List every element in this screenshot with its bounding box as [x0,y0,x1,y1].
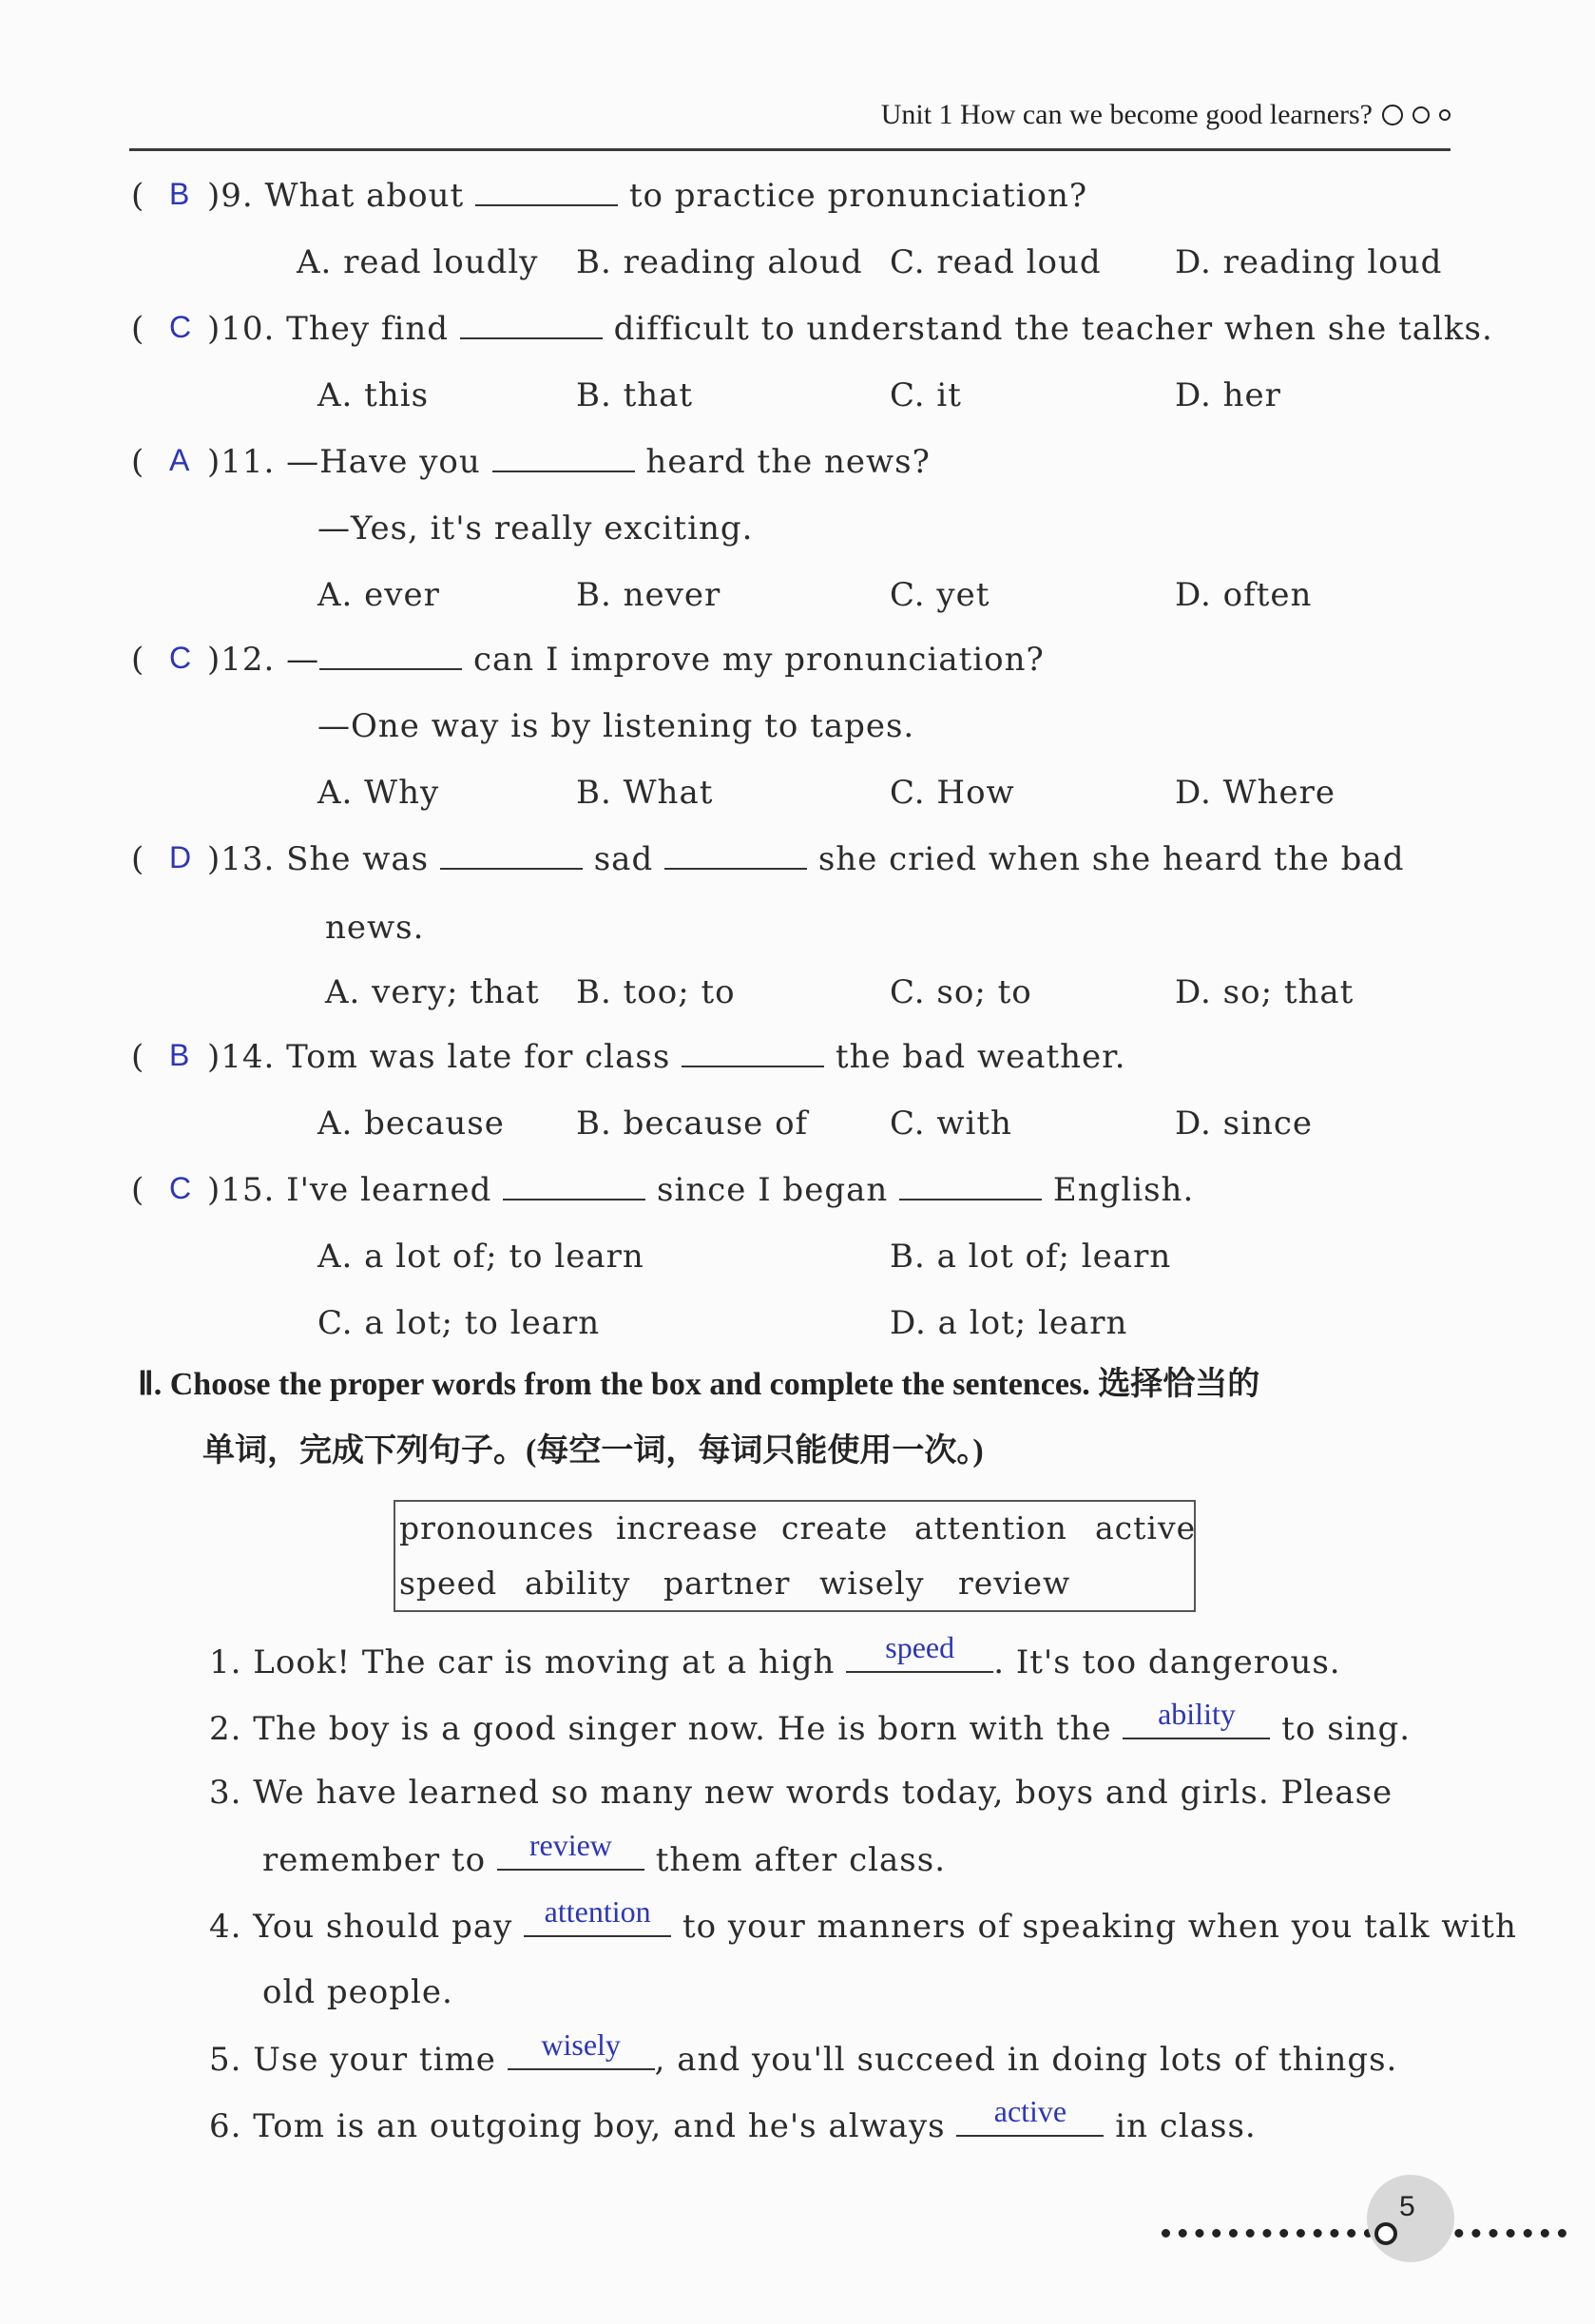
item-number: 5. [209,2041,242,2079]
option-b: B. that [576,376,694,414]
question-9 [131,177,1087,215]
question-number: )15. [207,1171,276,1209]
item-number: 4. [209,1908,242,1946]
item-text: remember to [262,1841,487,1879]
item-text: , and you'll succeed in doing lots of things. [654,2041,1398,2079]
decor-circle-medium-icon [1412,106,1430,124]
answer-paren: ( C [131,1171,193,1209]
item-text: You should pay [253,1908,513,1946]
option-c: C. yet [890,576,990,614]
answer-blank [440,841,583,870]
unit-title [881,99,1451,131]
word-box-word: increase [616,1509,759,1546]
fill-item-2 [209,1697,1412,1748]
question-10 [131,310,1493,348]
fill-answer: speed [885,1630,955,1664]
answer-letter: C [169,310,193,344]
option-b: B. because of [576,1104,809,1143]
answer-paren: ( D [131,840,193,878]
page-number: 5 [1399,2191,1415,2222]
section-2-title [138,1352,1469,1485]
question-continuation: news. [325,909,425,947]
item-text: in class. [1115,2107,1257,2145]
footer-dots-left [1162,2229,1373,2238]
question-12 [131,641,1045,679]
answer-letter: D [169,840,193,874]
fill-item-6 [209,2094,1257,2145]
question-14 [131,1038,1126,1076]
answer-letter: C [169,641,193,675]
word-box-word: partner [663,1565,791,1602]
option-a: A. this [317,376,430,414]
item-number: 1. [209,1643,242,1681]
question-stem: to practice pronunciation? [628,177,1088,215]
answer-letter: C [169,1171,193,1205]
section-2-title-line1: Ⅱ. Choose the proper words from the box and complete the sentences. 选择恰当的 [138,1367,1260,1402]
page-ring-icon [1374,2222,1397,2245]
option-a: A. because [317,1104,505,1143]
item-text: them after class. [655,1841,947,1879]
option-d: D. often [1175,576,1313,614]
unit-title-text: Unit 1 How can we become good learners? [880,99,1373,130]
answer-blank [682,1039,824,1067]
decor-circle-small-icon [1439,109,1451,121]
option-b: B. a lot of; learn [890,1238,1172,1276]
word-box-word: active [1095,1509,1197,1546]
question-13 [131,840,1404,878]
dialogue-reply: —One way is by listening to tapes. [317,707,915,745]
item-number: 6. [209,2107,242,2145]
item-text: to sing. [1281,1710,1412,1748]
word-box-word: review [958,1565,1071,1602]
word-box [394,1500,1196,1612]
question-stem: —Have you [286,443,481,481]
option-d: D. a lot; learn [890,1304,1128,1342]
fill-blank [956,2094,1104,2137]
answer-letter: B [169,177,191,211]
word-box-word: wisely [819,1565,925,1602]
option-d: D. reading loud [1175,243,1443,281]
item-text: We have learned so many new words today, boys and girls. Please [253,1774,1393,1812]
option-d: D. Where [1175,774,1336,812]
answer-paren: ( B [131,177,191,215]
item-text: Look! The car is moving at a high [253,1643,836,1681]
fill-answer: ability [1158,1697,1236,1731]
item-text: The boy is a good singer now. He is born with the [253,1710,1112,1748]
fill-blank [846,1630,993,1673]
option-c: C. so; to [890,973,1032,1011]
option-b: B. What [576,774,714,812]
question-number: )10. [207,310,276,348]
question-stem: — [286,641,320,679]
fill-item-1 [209,1630,1341,1681]
option-b: B. never [576,576,721,614]
option-a: A. very; that [325,973,540,1011]
question-stem: difficult to understand the teacher when she talks. [613,310,1493,348]
fill-item-5 [209,2027,1398,2079]
question-number: )11. [207,443,276,481]
item-text: to your manners of speaking when you talk with [682,1908,1517,1946]
option-d: D. so; that [1175,973,1355,1011]
word-box-word: pronounces [399,1509,595,1546]
question-stem: she cried when she heard the bad [817,840,1405,878]
question-stem: They find [286,310,449,348]
fill-blank [1123,1697,1270,1739]
question-stem: English. [1052,1171,1195,1209]
answer-letter: B [169,1038,191,1072]
answer-blank [460,311,603,339]
question-stem: since I began [657,1171,889,1209]
fill-item-3 [209,1774,1393,1812]
question-number: )12. [207,641,276,679]
decor-circle-large-icon [1382,105,1403,125]
answer-paren: ( B [131,1038,191,1076]
question-11 [131,443,931,481]
answer-letter: A [169,443,191,477]
word-box-word: speed [399,1565,498,1602]
section-2-title-line2: 单词，完成下列句子。(每空一词，每词只能使用一次。) [202,1433,984,1469]
option-c: C. a lot; to learn [317,1304,601,1342]
fill-answer: wisely [541,2027,621,2062]
item-number: 3. [209,1774,242,1812]
item-text: . It's too dangerous. [993,1643,1341,1681]
question-15 [131,1171,1194,1209]
word-box-word: create [781,1509,889,1546]
fill-blank [524,1894,671,1937]
page-header [129,93,1451,151]
word-box-word: attention [914,1509,1067,1546]
answer-blank [319,642,462,670]
question-stem: What about [264,177,465,215]
option-c: C. How [890,774,1015,812]
question-stem: Tom was late for class [286,1038,671,1076]
option-c: C. with [890,1104,1012,1143]
question-stem: the bad weather. [835,1038,1126,1076]
question-stem: I've learned [286,1171,492,1209]
answer-blank [503,1172,645,1200]
option-b: B. reading aloud [576,243,863,281]
option-c: C. it [890,376,962,414]
answer-paren: ( C [131,310,193,348]
fill-blank [497,1828,644,1871]
fill-item-3-continued [262,1828,947,1879]
word-box-word: ability [525,1565,631,1602]
answer-paren: ( A [131,443,191,481]
word-box-row-1 [399,1509,1196,1546]
item-number: 2. [209,1710,242,1748]
answer-paren: ( C [131,641,193,679]
option-d: D. since [1175,1104,1314,1143]
answer-blank [475,178,618,206]
answer-blank [664,841,807,870]
option-c: C. read loud [890,243,1102,281]
option-d: D. her [1175,376,1281,414]
option-a: A. ever [317,576,440,614]
question-stem: She was [286,840,430,878]
fill-answer: active [993,2094,1067,2128]
answer-blank [899,1172,1042,1200]
question-stem: heard the news? [645,443,931,481]
option-a: A. Why [317,774,440,812]
answer-blank [492,444,635,472]
fill-item-4 [209,1894,1517,1946]
question-stem: can I improve my pronunciation? [472,641,1045,679]
question-number: )14. [207,1038,276,1076]
question-stem: sad [593,840,654,878]
option-a: A. read loudly [297,243,539,281]
question-number: )13. [207,840,276,878]
question-number: )9. [207,177,254,215]
word-box-row-2 [399,1565,1070,1602]
option-a: A. a lot of; to learn [317,1238,644,1276]
fill-blank [508,2027,655,2070]
fill-answer: attention [544,1894,651,1929]
option-b: B. too; to [576,973,736,1011]
item-text: Tom is an outgoing boy, and he's always [253,2107,946,2145]
fill-item-4-continued: old people. [262,1973,453,2011]
dialogue-reply: —Yes, it's really exciting. [317,509,754,547]
item-text: Use your time [253,2041,496,2079]
fill-answer: review [528,1828,612,1862]
